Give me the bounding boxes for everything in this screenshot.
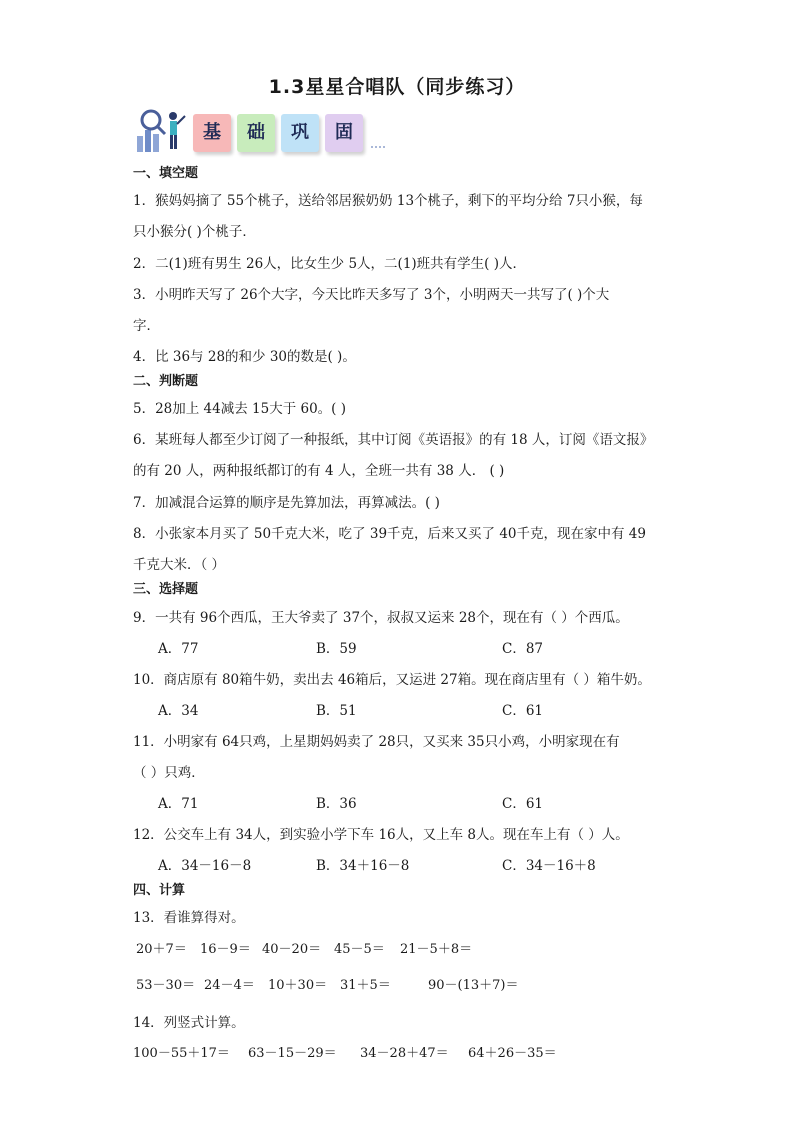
question-10-option-a: A．34	[158, 703, 199, 719]
question-11-option-b: B．36	[316, 796, 357, 812]
question-10-option-c: C．61	[502, 703, 544, 719]
question-5: 5．28加上 44减去 15大于 60。( )	[133, 401, 347, 417]
calc-13-5: 21－5＋8＝	[400, 942, 473, 957]
question-7: 7．加减混合运算的顺序是先算加法，再算减法。( )	[133, 495, 440, 511]
calc-13-9: 31＋5＝	[340, 978, 391, 993]
calc-13-10: 90－(13＋7)＝	[428, 978, 519, 993]
question-6-line-2: 的有 20 人，两种报纸都订的有 4 人，全班一共有 38 人． ( )	[133, 463, 505, 479]
question-6-line-1: 6．某班每人都至少订阅了一种报纸，其中订阅《英语报》的有 18 人，订阅《语文报》	[133, 432, 654, 448]
question-2: 2．二(1)班有男生 26人，比女生少 5人，二(1)班共有学生( )人．	[133, 256, 527, 272]
question-9-option-b: B．59	[316, 641, 357, 657]
question-1-line-2: 只小猴分( )个桃子．	[133, 224, 256, 240]
question-4: 4．比 36与 28的和少 30的数是( )。	[133, 349, 356, 365]
question-9: 9．一共有 96个西瓜，王大爷卖了 37个，叔叔又运来 28个，现在有（ ）个西瓜。	[133, 610, 629, 626]
page-title: 1.3星星合唱队（同步练习）	[268, 76, 526, 98]
banner-char-4: 固	[325, 114, 363, 152]
question-8-line-2: 千克大米．（ ）	[133, 557, 226, 573]
calc-13-2: 16－9＝	[200, 942, 251, 957]
question-11-option-c: C．61	[502, 796, 544, 812]
calc-14-1: 100－55＋17＝	[133, 1046, 230, 1061]
calc-13-1: 20＋7＝	[136, 942, 187, 957]
section-heading-fill: 一、填空题	[133, 166, 199, 181]
question-10: 10．商店原有 80箱牛奶，卖出去 46箱后，又运进 27箱。现在商店里有（ ）箱牛奶。	[133, 672, 651, 688]
section-heading-judge: 二、判断题	[133, 374, 199, 389]
magnifier-figure-icon	[133, 106, 189, 156]
calc-13-4: 45－5＝	[334, 942, 385, 957]
section-heading-calc: 四、计算	[133, 883, 186, 898]
banner-char-3: 巩	[281, 114, 319, 152]
question-13: 13．看谁算得对。	[133, 910, 245, 926]
question-11-line-2: （ ）只鸡．	[133, 765, 205, 781]
question-11-line-1: 11．小明家有 64只鸡，上星期妈妈卖了 28只，又买来 35只小鸡，小明家现在有	[133, 734, 620, 750]
calc-14-4: 64＋26－35＝	[468, 1046, 557, 1061]
banner-char-2: 础	[237, 114, 275, 152]
question-8-line-1: 8．小张家本月买了 50千克大米，吃了 39千克，后来又买了 40千克，现在家中有 49	[133, 526, 646, 542]
calc-13-7: 24－4＝	[204, 978, 255, 993]
section-heading-choice: 三、选择题	[133, 582, 199, 597]
question-14: 14．列竖式计算。	[133, 1015, 245, 1031]
calc-14-2: 63－15－29＝	[248, 1046, 337, 1061]
calc-14-3: 34－28＋47＝	[360, 1046, 449, 1061]
question-12-option-c: C．34－16＋8	[502, 858, 596, 874]
calc-13-6: 53－30＝	[136, 978, 196, 993]
question-9-option-a: A．77	[158, 641, 199, 657]
question-10-option-b: B．51	[316, 703, 357, 719]
calc-13-3: 40－20＝	[262, 942, 322, 957]
banner-dots	[371, 146, 385, 151]
question-12-option-a: A．34－16－8	[158, 858, 252, 874]
question-9-option-c: C．87	[502, 641, 544, 657]
question-11-option-a: A．71	[158, 796, 199, 812]
question-3-line-1: 3．小明昨天写了 26个大字，今天比昨天多写了 3个，小明两天一共写了( )个大	[133, 287, 610, 303]
question-3-line-2: 字．	[133, 318, 160, 334]
banner-char-1: 基	[193, 114, 231, 152]
question-12: 12．公交车上有 34人，到实验小学下车 16人，又上车 8人。现在车上有（ ）人。	[133, 827, 629, 843]
question-12-option-b: B．34＋16－8	[316, 858, 410, 874]
section-banner	[133, 106, 383, 156]
calc-13-8: 10＋30＝	[268, 978, 328, 993]
question-1-line-1: 1．猴妈妈摘了 55个桃子，送给邻居猴奶奶 13个桃子，剩下的平均分给 7只小猴，每	[133, 193, 643, 209]
